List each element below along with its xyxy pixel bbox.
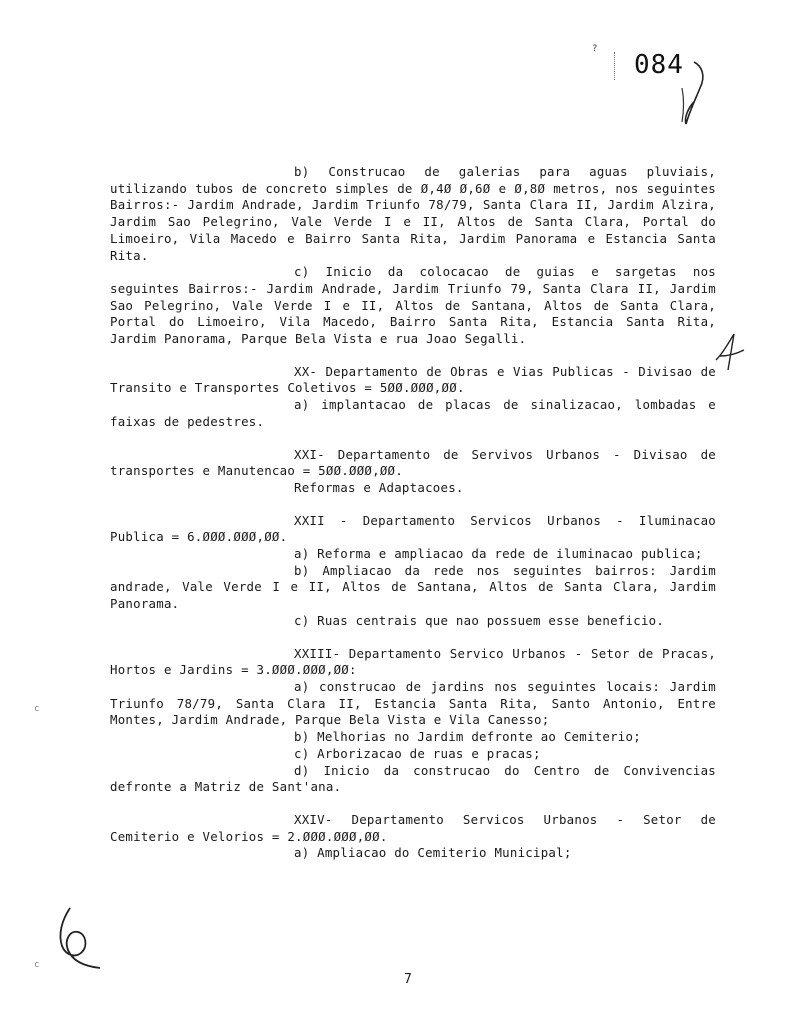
margin-mark: c bbox=[34, 960, 40, 970]
paragraph: Reformas e Adaptacoes. bbox=[294, 479, 464, 495]
paragraph: c) Inicio da colocacao de guias e sargetas nos seguintes Bairros:- Jardim Andrade, Jardim Triunfo 79, Santa Clara II, Jardim Sao Pelegrino, Vale Verde I e II, Altos de Santana, Altos de Santa Clara, Portal do Limoeiro, Vila Macedo, Bairro Santa Rita, Estancia Santa Rita, Jardim Panorama, Parque Bela Vista e rua Joao Segalli. bbox=[110, 264, 716, 347]
section-heading: XXII - Departamento Servicos Urbanos - Iluminacao Publica = 6.ØØØ.ØØØ,ØØ. bbox=[110, 512, 716, 545]
stamp-bracket bbox=[614, 52, 616, 80]
section-heading: XXIV- Departamento Servicos Urbanos - Setor de Cemiterio e Velorios = 2.ØØØ.ØØØ,ØØ. bbox=[110, 811, 716, 844]
paragraph: b) Construcao de galerias para aguas pluviais, utilizando tubos de concreto simples de Ø,4Ø Ø,6Ø e Ø,8Ø metros, nos seguintes Bairros:- Jardim Andrade, Jardim Triunfo 78/79, Santa Clara II, Jardim Alzira, Jardim Sao Pelegrino, Vale Verde I e II, Altos de Santa Clara, Portal do Limoeiro, Vila Macedo e Bairro Santa Rita, Jardim Panorama e Estancia Santa Rita. bbox=[110, 164, 716, 263]
document-body bbox=[110, 164, 716, 862]
paragraph: d) Inicio da construcao do Centro de Convivencias defronte a Matriz de Sant'ana. bbox=[110, 762, 716, 795]
paragraph: c) Arborizacao de ruas e pracas; bbox=[294, 745, 541, 761]
paragraph: b) Ampliacao da rede nos seguintes bairros: Jardim andrade, Vale Verde I e II, Altos de Santana, Altos de Santa Clara, Jardim Panorama. bbox=[110, 562, 716, 612]
margin-mark: c bbox=[34, 704, 40, 714]
paragraph: c) Ruas centrais que nao possuem esse beneficio. bbox=[294, 612, 665, 628]
paragraph: b) Melhorias no Jardim defronte ao Cemiterio; bbox=[294, 729, 641, 745]
section-heading: XX- Departamento de Obras e Vias Publicas - Divisao de Transito e Transportes Coletivos = 5ØØ.ØØØ,ØØ. bbox=[110, 363, 716, 396]
initials-signature-top bbox=[672, 58, 712, 132]
initials-signature-right bbox=[712, 330, 746, 372]
paragraph: a) construcao de jardins nos seguintes locais: Jardim Triunfo 78/79, Santa Clara II, Estancia Santa Rita, Santo Antonio, Entre Montes, Jardim Andrade, Parque Bela Vista e Vila Canesso; bbox=[110, 678, 716, 728]
folio-number-stamp: 084 bbox=[634, 50, 684, 80]
section-heading: XXIII- Departamento Servico Urbanos - Setor de Pracas, Hortos e Jardins = 3.ØØØ.ØØØ,ØØ: bbox=[110, 645, 716, 678]
paragraph: a) Reforma e ampliacao da rede de iluminacao publica; bbox=[294, 546, 703, 562]
paragraph: a) implantacao de placas de sinalizacao, lombadas e faixas de pedestres. bbox=[110, 397, 716, 429]
initials-signature-bottom bbox=[52, 904, 106, 974]
section-heading: XXI- Departamento de Servivos Urbanos - Divisao de transportes e Manutencao = 5ØØ.ØØØ,ØØ. bbox=[110, 446, 716, 479]
paragraph: a) Ampliacao do Cemiterio Municipal; bbox=[294, 845, 572, 861]
stamp-tick-mark: ? bbox=[592, 44, 598, 54]
page-number: 7 bbox=[404, 972, 412, 987]
